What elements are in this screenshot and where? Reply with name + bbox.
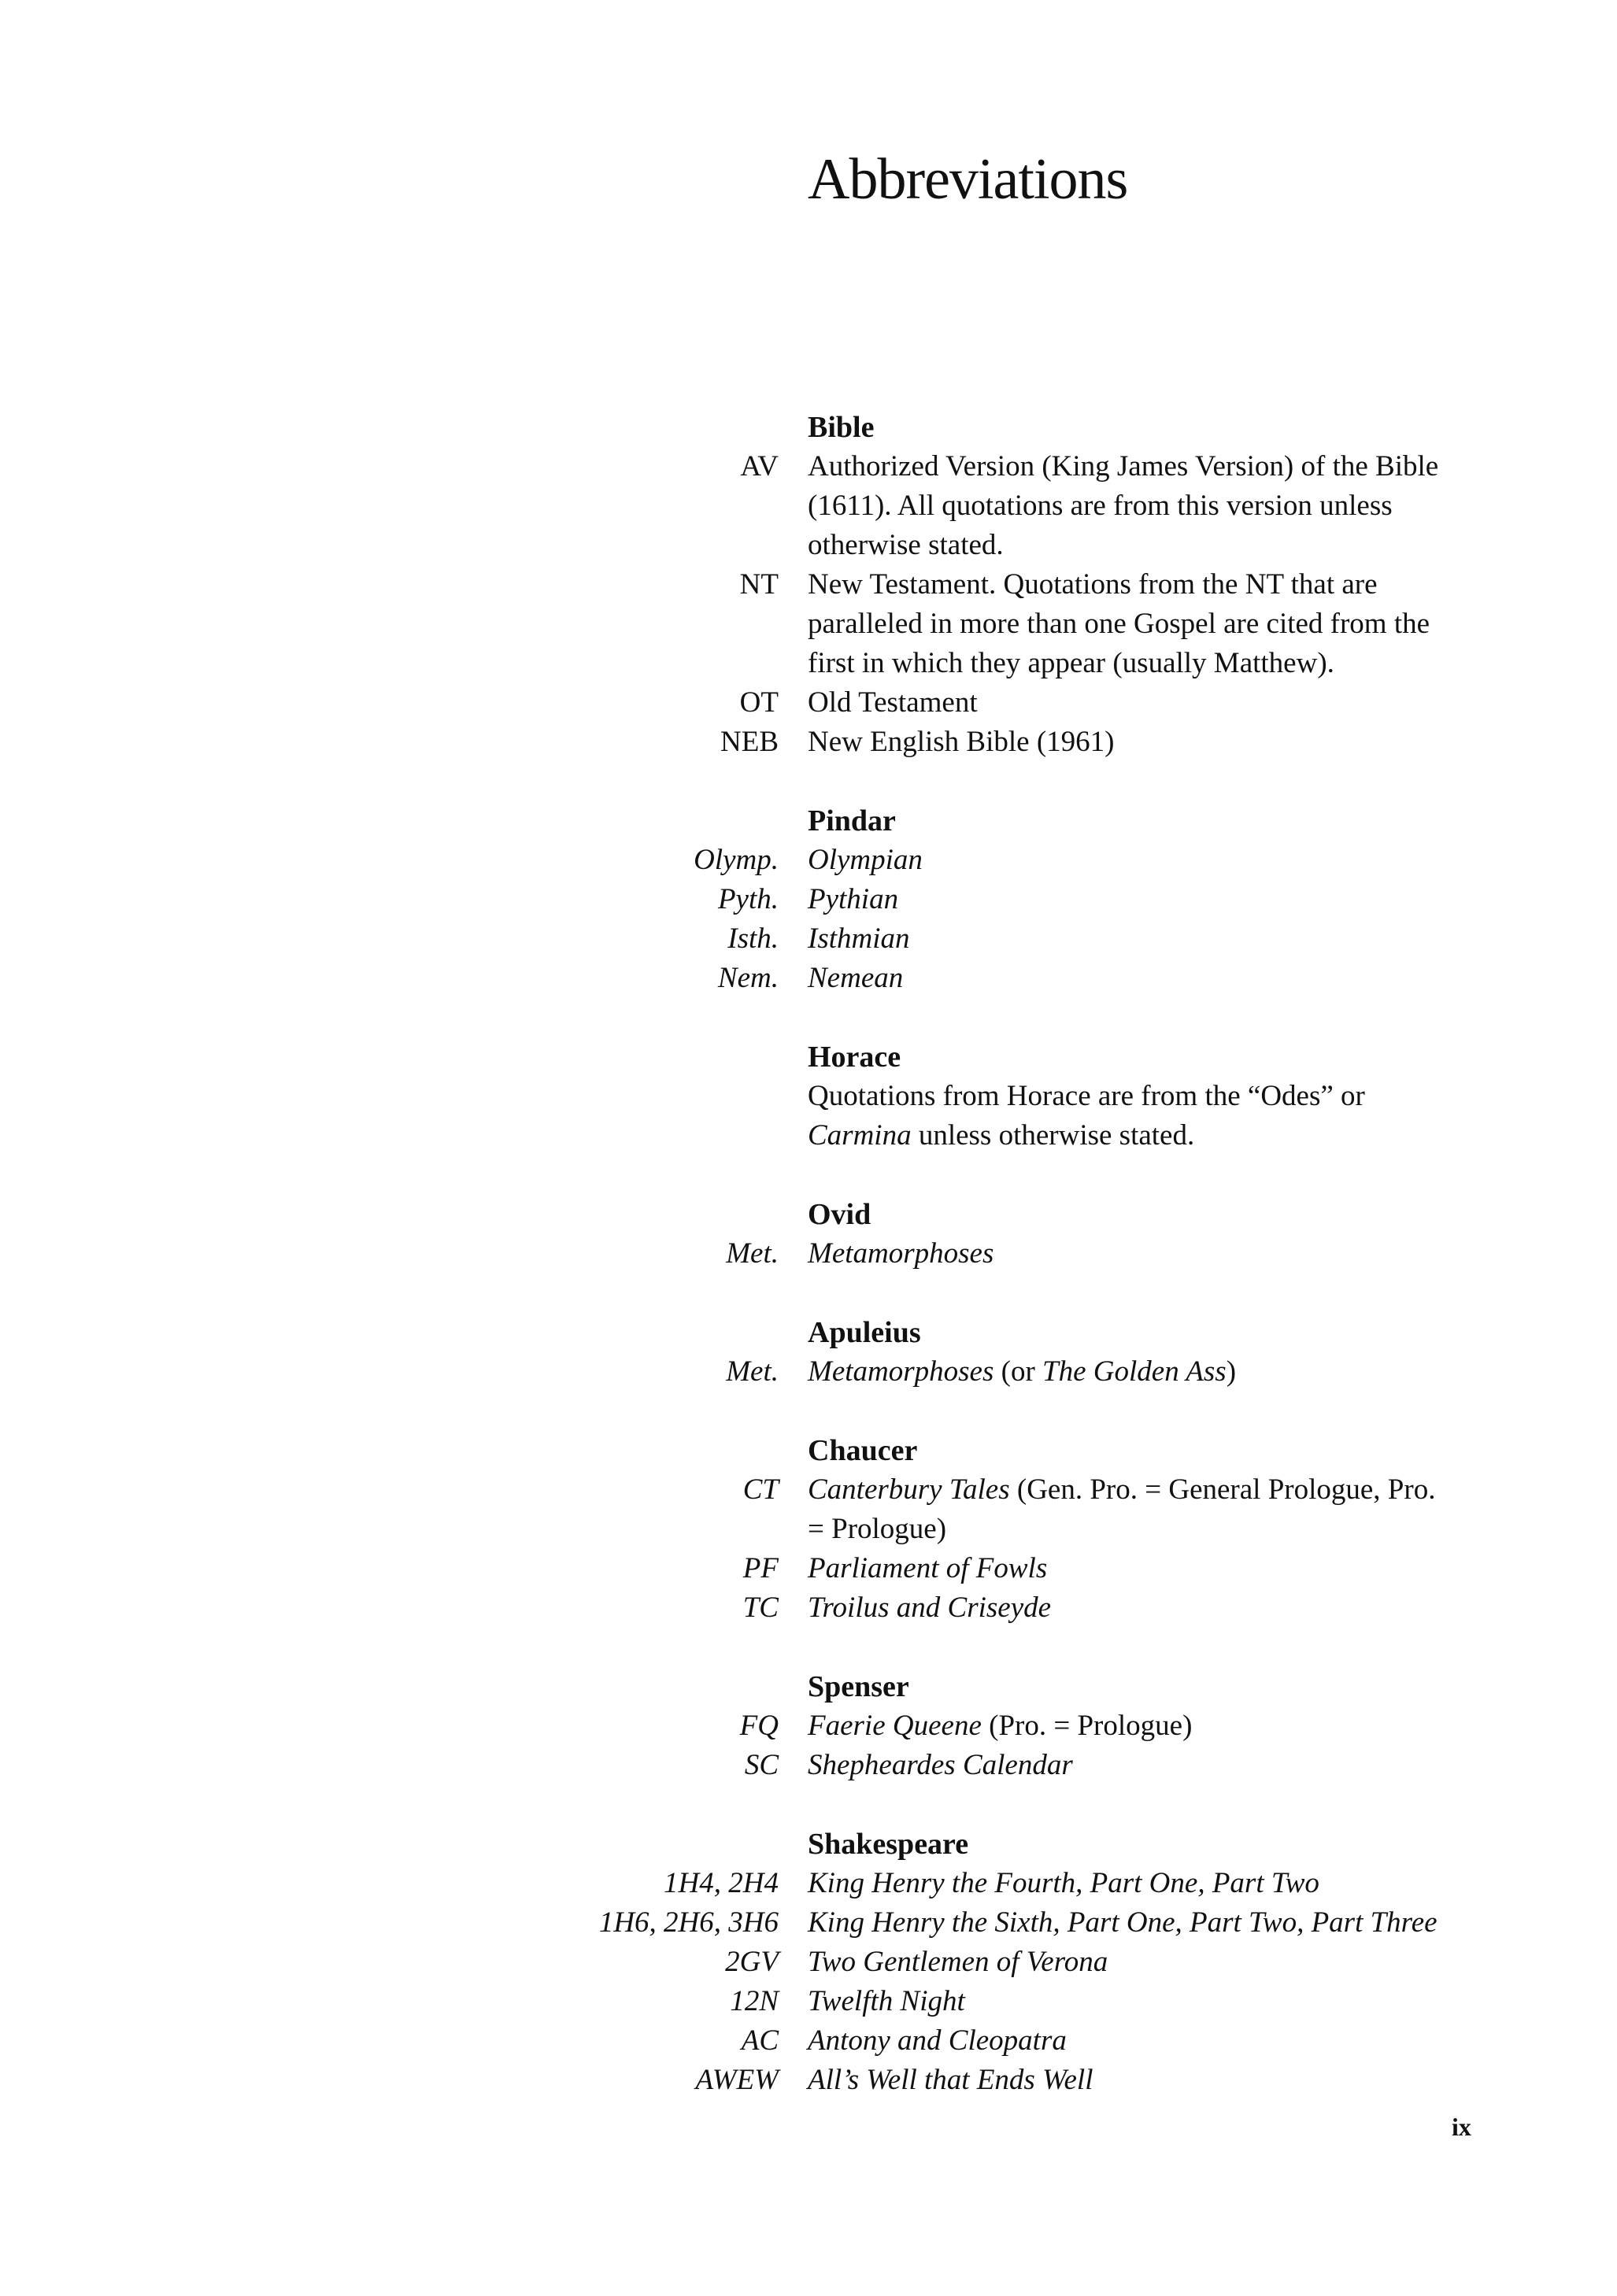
section-chaucer xyxy=(0,1431,1617,1628)
entry-row xyxy=(0,1234,1617,1274)
definition: Parliament of Fowls xyxy=(808,1552,1048,1584)
abbreviation: Nem. xyxy=(717,962,779,994)
entry-row xyxy=(0,1943,1617,1982)
entry-row xyxy=(0,447,1617,565)
abbreviation: SC xyxy=(744,1749,779,1781)
definition: Twelfth Night xyxy=(808,1985,965,2017)
section-heading: Shakespeare xyxy=(808,1828,969,1861)
entry-row xyxy=(0,2061,1617,2100)
definition: Old Testament xyxy=(808,686,978,719)
definition: New English Bible (1961) xyxy=(808,726,1115,758)
section-shakespeare xyxy=(0,1825,1617,2100)
abbreviation: Pyth. xyxy=(717,883,779,915)
abbreviation: AV xyxy=(740,450,779,482)
abbreviation: NT xyxy=(739,568,779,601)
definition: King Henry the Sixth, Part One, Part Two, Part Three xyxy=(808,1906,1438,1939)
definition: Pythian xyxy=(808,883,899,915)
abbreviation: 2GV xyxy=(725,1946,779,1978)
definition: Nemean xyxy=(808,962,904,994)
entry-row xyxy=(0,1470,1617,1549)
entry-row xyxy=(0,1588,1617,1628)
entry-row xyxy=(0,1864,1617,1903)
section-horace xyxy=(0,1037,1617,1155)
abbreviation: PF xyxy=(742,1552,779,1584)
abbreviation: AC xyxy=(741,2024,779,2057)
abbreviation: 1H6, 2H6, 3H6 xyxy=(598,1906,779,1939)
definition: Troilus and Criseyde xyxy=(808,1592,1052,1624)
abbreviation-list xyxy=(0,408,1617,2139)
definition: Antony and Cleopatra xyxy=(808,2024,1067,2057)
entry-row xyxy=(0,1549,1617,1588)
section-spenser xyxy=(0,1667,1617,1785)
abbreviation: CT xyxy=(742,1473,779,1506)
section-bible xyxy=(0,408,1617,762)
entry-row xyxy=(0,723,1617,762)
note-title: Carmina xyxy=(808,1119,912,1152)
page-number: ix xyxy=(1452,2113,1471,2141)
section-heading: Apuleius xyxy=(808,1316,921,1349)
abbreviation: 1H4, 2H4 xyxy=(664,1867,779,1899)
note-text: Quotations from Horace are from the “Odes” or xyxy=(808,1080,1365,1112)
definition: Canterbury Tales (Gen. Pro. = General Prologue, Pro. = Prologue) xyxy=(808,1473,1436,1545)
definition: New Testament. Quotations from the NT that are paralleled in more than one Gospel are cited from the first in which they appear (usually Matthew). xyxy=(808,568,1430,679)
abbreviation: Isth. xyxy=(727,922,779,955)
entry-row xyxy=(0,1982,1617,2021)
abbreviation: TC xyxy=(742,1592,779,1624)
entry-row xyxy=(0,565,1617,683)
note-text: unless otherwise stated. xyxy=(911,1119,1195,1152)
section-pindar xyxy=(0,801,1617,998)
section-heading: Chaucer xyxy=(808,1434,918,1467)
abbreviation: Olymp. xyxy=(694,844,779,876)
definition: Isthmian xyxy=(808,922,910,955)
abbreviation: Met. xyxy=(726,1237,779,1270)
entry-row xyxy=(0,919,1617,959)
definition: Two Gentlemen of Verona xyxy=(808,1946,1108,1978)
section-heading: Ovid xyxy=(808,1198,871,1231)
section-ovid xyxy=(0,1195,1617,1274)
page-title: Abbreviations xyxy=(808,147,1128,212)
entry-row xyxy=(0,1352,1617,1392)
abbreviation: Met. xyxy=(726,1355,779,1388)
abbreviation: FQ xyxy=(739,1710,779,1742)
section-heading: Bible xyxy=(808,411,875,444)
entry-row xyxy=(0,1903,1617,1943)
definition: Authorized Version (King James Version) of the Bible (1611). All quotations are from this version unless otherwise stated. xyxy=(808,450,1439,561)
abbreviation: 12N xyxy=(730,1985,779,2017)
definition: Faerie Queene (Pro. = Prologue) xyxy=(808,1710,1193,1742)
entry-row xyxy=(0,2021,1617,2061)
section-heading: Horace xyxy=(808,1041,901,1074)
abbreviation: NEB xyxy=(720,726,779,758)
definition: Shepheardes Calendar xyxy=(808,1749,1073,1781)
abbreviation: AWEW xyxy=(695,2064,779,2096)
entry-row xyxy=(0,683,1617,723)
entry-row xyxy=(0,1746,1617,1785)
entry-row xyxy=(0,1706,1617,1746)
definition: Olympian xyxy=(808,844,923,876)
section-heading: Spenser xyxy=(808,1670,909,1703)
entry-row xyxy=(0,841,1617,880)
definition: Metamorphoses xyxy=(808,1237,994,1270)
entry-row xyxy=(0,880,1617,919)
definition: King Henry the Fourth, Part One, Part Two xyxy=(808,1867,1319,1899)
definition: All’s Well that Ends Well xyxy=(808,2064,1093,2096)
entry-row xyxy=(0,959,1617,998)
section-apuleius xyxy=(0,1313,1617,1392)
abbreviation: OT xyxy=(739,686,779,719)
section-heading: Pindar xyxy=(808,804,896,837)
definition: Metamorphoses (or The Golden Ass) xyxy=(808,1355,1237,1388)
horace-note xyxy=(808,1077,1453,1155)
